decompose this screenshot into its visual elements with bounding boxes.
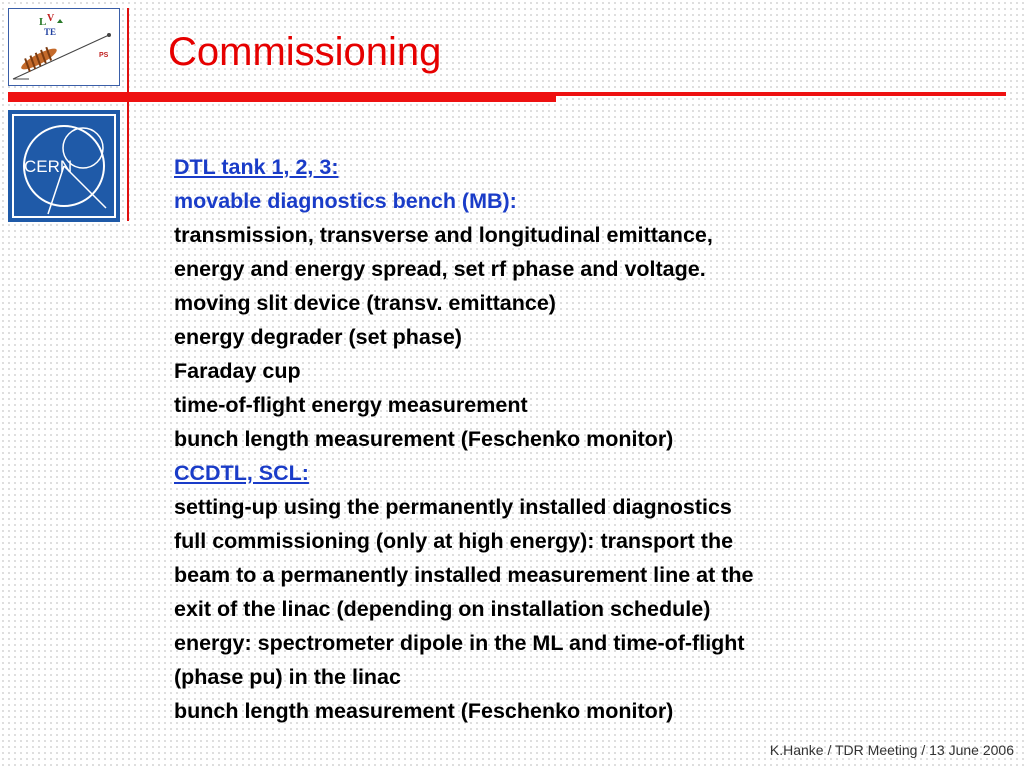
ps-logo-text: PS <box>99 52 109 59</box>
cern-logo-icon <box>8 110 120 222</box>
slide-title: Commissioning <box>168 30 442 74</box>
body-line: bunch length measurement (Feschenko monitor) <box>174 427 674 451</box>
section-heading: DTL tank 1, 2, 3: <box>174 155 339 179</box>
slide-body <box>174 150 974 728</box>
body-line: energy and energy spread, set rf phase and voltage. <box>174 257 706 281</box>
header-underline-thin <box>556 92 1006 96</box>
body-line: time-of-flight energy measurement <box>174 393 528 417</box>
body-line: full commissioning (only at high energy): transport the <box>174 529 734 553</box>
slide-footer: K.Hanke / TDR Meeting / 13 June 2006 <box>769 742 1014 758</box>
body-line: moving slit device (transv. emittance) <box>174 291 556 315</box>
body-line: Faraday cup <box>174 359 301 383</box>
body-line: (phase pu) in the linac <box>174 665 401 689</box>
cern-logo <box>8 110 120 222</box>
body-line: exit of the linac (depending on installation schedule) <box>174 597 711 621</box>
cern-logo-text: CERN <box>24 157 73 176</box>
body-line: setting-up using the permanently installed diagnostics <box>174 495 732 519</box>
svg-text:V: V <box>47 13 55 24</box>
header-vertical-divider <box>127 8 129 221</box>
section-subheading: movable diagnostics bench (MB): <box>174 189 517 213</box>
svg-text:TE: TE <box>44 27 57 37</box>
ps-accelerator-logo <box>8 8 120 86</box>
body-line: beam to a permanently installed measurement line at the <box>174 563 754 587</box>
body-line: energy degrader (set phase) <box>174 325 462 349</box>
svg-text:L: L <box>39 16 47 28</box>
section-heading: CCDTL, SCL: <box>174 461 309 485</box>
ps-logo-icon <box>9 9 119 85</box>
body-line: transmission, transverse and longitudinal emittance, <box>174 223 713 247</box>
body-line: bunch length measurement (Feschenko monitor) <box>174 699 674 723</box>
header-underline-thick <box>8 92 556 102</box>
body-line: energy: spectrometer dipole in the ML and time-of-flight <box>174 631 745 655</box>
